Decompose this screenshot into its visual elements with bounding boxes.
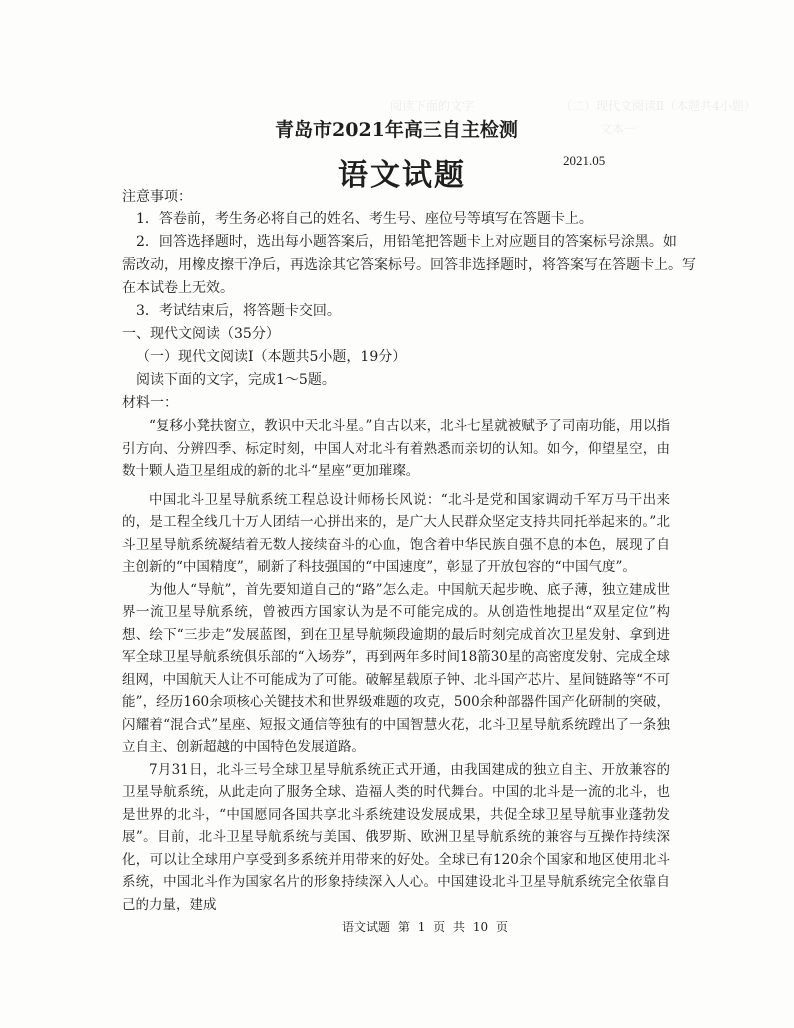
bleed-through-decoration: （二）现代文阅读Ⅱ（本题共4小题） — [560, 99, 756, 113]
subsection-heading: （一）现代文阅读Ⅰ（本题共5小题，19分） — [136, 349, 407, 365]
passage-paragraph: 中国北斗卫星导航系统工程总设计师杨长风说：“北斗是党和国家调动千军万马干出来的，是工程全线几十万人团结一心拼出来的，是广大人民群众坚定支持共同托举起来的。”北斗卫星导航系统凝结着无数人接续奋斗的心血，饱含着中华民族自强不息的本色，展现了自主创新的“中国精度”，刷新了科技强国的“中国速度”，彰显了开放包容的“中国气度”。 — [122, 491, 670, 575]
notice-item: 2．回答选择题时，选出每小题答案后，用铅笔把答题卡上对应题目的答案标号涂黑。如 — [136, 234, 677, 250]
bleed-through-decoration: 文本一 — [600, 122, 637, 136]
passage-body — [122, 415, 670, 916]
footer-total-prefix: 共 — [453, 920, 466, 934]
exam-subject: 语文试题 — [338, 158, 466, 193]
footer-page-number: 1 — [417, 920, 426, 934]
notice-item: 3．考试结束后，将答题卡交回。 — [136, 303, 341, 319]
exam-date: 2021.05 — [563, 153, 606, 168]
footer-label: 语文试题 — [342, 920, 391, 934]
passage-paragraph: 7月31日，北斗三号全球卫星导航系统正式开通，由我国建成的独立自主、开放兼容的卫星导航系统，从此走向了服务全球、造福人类的时代舞台。中国的北斗是一流的北斗，也是世界的北斗，“中国愿同各国共享北斗系统建设发展成果，共促全球卫星导航事业蓬勃发展”。目前，北斗卫星导航系统与美国、俄罗斯、欧洲卫星导航系统的兼容与互操作持续深化，可以让全球用户享受到多系统并用带来的好处。全球已有120余个国家和地区使用北斗系统，中国北斗作为国家名片的形象持续深入人心。中国建设北斗卫星导航系统完全依靠自己的力量，建成 — [122, 761, 670, 913]
footer-page-prefix: 第 — [397, 920, 410, 934]
notice-item: 需改动，用橡皮擦干净后，再选涂其它答案标号。回答非选择题时，将答案写在答题卡上。写 — [122, 257, 696, 273]
passage-paragraph: “复移小凳扶窗立，教识中天北斗星。”自古以来，北斗七星就被赋予了司南功能，用以指引方向、分辨四季、标定时刻，中国人对北斗有着熟悉而亲切的认知。如今，仰望星空，由数十颗人造卫星组成的新的北斗“星座”更加璀璨。 — [122, 418, 670, 479]
notice-heading: 注意事项： — [122, 189, 192, 205]
footer-page-suffix: 页 — [433, 920, 446, 934]
page-footer — [342, 918, 512, 935]
exam-title: 青岛市2021年高三自主检测 — [275, 119, 518, 141]
notice-item: 1．答卷前，考生务必将自己的姓名、考生号、座位号等填写在答题卡上。 — [136, 211, 593, 227]
passage-paragraph: 为他人“导航”，首先要知道自己的“路”怎么走。中国航天起步晚、底子薄，独立建成世界一流卫星导航系统，曾被西方国家认为是不可能完成的。从创造性地提出“双星定位”构想、绘下“三步走”发展蓝图，到在卫星导航频段逾期的最后时刻完成首次卫星发射、拿到进军全球卫星导航系统俱乐部的“入场券”，再到两年多时间18箭30星的高密度发射、完成全球组网，中国航天人让不可能成为了可能。破解星载原子钟、北斗国产芯片、星间链路等“不可能”，经历160余项核心关键技术和世界级难题的攻克，500余种部器件国产化研制的突破，闪耀着“混合式”星座、短报文通信等独有的中国智慧火花，北斗卫星导航系统蹚出了一条独立自主、创新超越的中国特色发展道路。 — [122, 581, 670, 755]
footer-total-pages: 10 — [472, 920, 489, 934]
reading-instruction: 阅读下面的文字，完成1～5题。 — [136, 372, 336, 388]
bleed-through-decoration: 阅读下面的文字 — [390, 99, 475, 113]
notice-item: 在本试卷上无效。 — [122, 280, 234, 296]
material-label: 材料一： — [122, 395, 178, 411]
footer-total-suffix: 页 — [495, 920, 508, 934]
section-heading: 一、现代文阅读（35分） — [122, 326, 280, 342]
